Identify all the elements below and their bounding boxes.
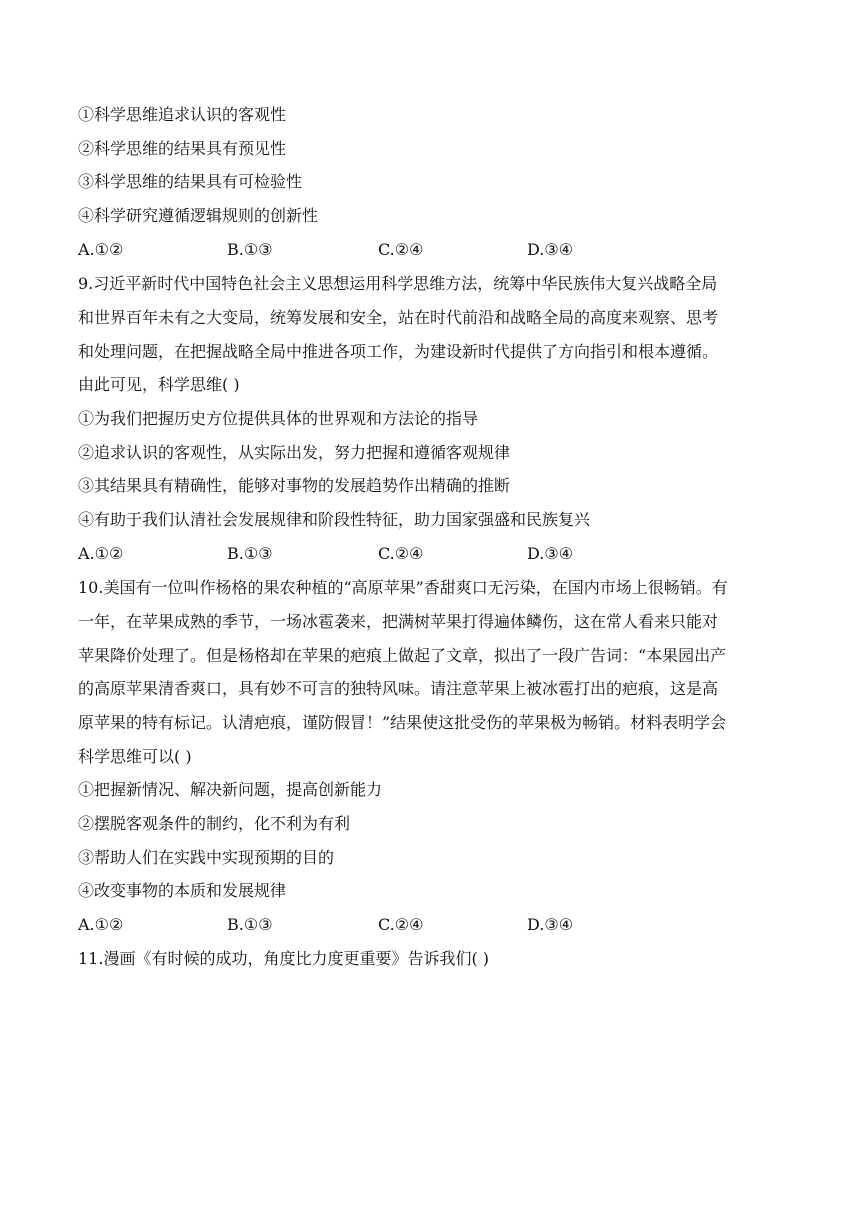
- q10-item-4: ④改变事物的本质和发展规律: [78, 881, 287, 900]
- q9-stem-line-4: 由此可见，科学思维( ): [78, 375, 240, 394]
- q10-option-d: D.③④: [527, 915, 574, 934]
- q9-stem-line-3: 和处理问题，在把握战略全局中推进各项工作，为建设新时代提供了方向指引和根本遵循。: [78, 342, 719, 361]
- q9-option-d: D.③④: [527, 544, 574, 563]
- q8-item-1: ①科学思维追求认识的客观性: [78, 105, 287, 124]
- q9-option-a: A.①②: [78, 544, 124, 563]
- q9-option-b: B.①③: [227, 544, 273, 563]
- q8-item-2: ②科学思维的结果具有预见性: [78, 139, 287, 158]
- q10-stem-line-4: 的高原苹果清香爽口，具有妙不可言的独特风味。请注意苹果上被冰雹打出的疤痕，这是高: [78, 679, 719, 698]
- q9-item-4: ④有助于我们认清社会发展规律和阶段性特征，助力国家强盛和民族复兴: [78, 510, 591, 529]
- q8-item-3: ③科学思维的结果具有可检验性: [78, 172, 303, 191]
- q8-option-d: D.③④: [527, 240, 574, 259]
- q10-stem-line-5: 原苹果的特有标记。认清疤痕，谨防假冒！”结果使这批受伤的苹果极为畅销。材料表明学会: [78, 713, 727, 732]
- q9-item-3: ③其结果具有精确性，能够对事物的发展趋势作出精确的推断: [78, 476, 511, 495]
- q10-option-c: C.②④: [378, 915, 424, 934]
- q10-item-1: ①把握新情况、解决新问题，提高创新能力: [78, 780, 383, 799]
- q8-option-b: B.①③: [227, 240, 273, 259]
- q8-item-4: ④科学研究遵循逻辑规则的创新性: [78, 206, 319, 225]
- q9-stem-line-2: 和世界百年未有之大变局，统筹发展和安全，站在时代前沿和战略全局的高度来观察、思考: [78, 308, 719, 327]
- q10-item-3: ③帮助人们在实践中实现预期的目的: [78, 848, 335, 867]
- q9-option-c: C.②④: [378, 544, 424, 563]
- q9-options: [78, 543, 778, 565]
- q10-option-a: A.①②: [78, 915, 124, 934]
- q10-option-b: B.①③: [227, 915, 273, 934]
- q10-stem-line-2: 一年，在苹果成熟的季节，一场冰雹袭来，把满树苹果打得遍体鳞伤，这在常人看来只能对: [78, 612, 719, 631]
- q10-stem-line-3: 苹果降价处理了。但是杨格却在苹果的疤痕上做起了文章，拟出了一段广告词：“本果园出产: [78, 646, 727, 665]
- q8-option-a: A.①②: [78, 240, 124, 259]
- q8-options: [78, 239, 778, 261]
- q10-stem-line-1: 10.美国有一位叫作杨格的果农种植的“高原苹果”香甜爽口无污染，在国内市场上很畅销。有: [78, 578, 728, 597]
- q10-item-2: ②摆脱客观条件的制约，化不利为有利: [78, 814, 351, 833]
- q9-item-2: ②追求认识的客观性，从实际出发，努力把握和遵循客观规律: [78, 443, 511, 462]
- q10-options: [78, 914, 778, 936]
- q10-stem-line-6: 科学思维可以( ): [78, 747, 192, 766]
- q9-item-1: ①为我们把握历史方位提供具体的世界观和方法论的指导: [78, 409, 479, 428]
- q9-stem-line-1: 9.习近平新时代中国特色社会主义思想运用科学思维方法，统筹中华民族伟大复兴战略全局: [78, 274, 718, 293]
- q8-option-c: C.②④: [378, 240, 424, 259]
- q11-stem-line-1: 11.漫画《有时候的成功，角度比力度更重要》告诉我们( ): [78, 949, 490, 968]
